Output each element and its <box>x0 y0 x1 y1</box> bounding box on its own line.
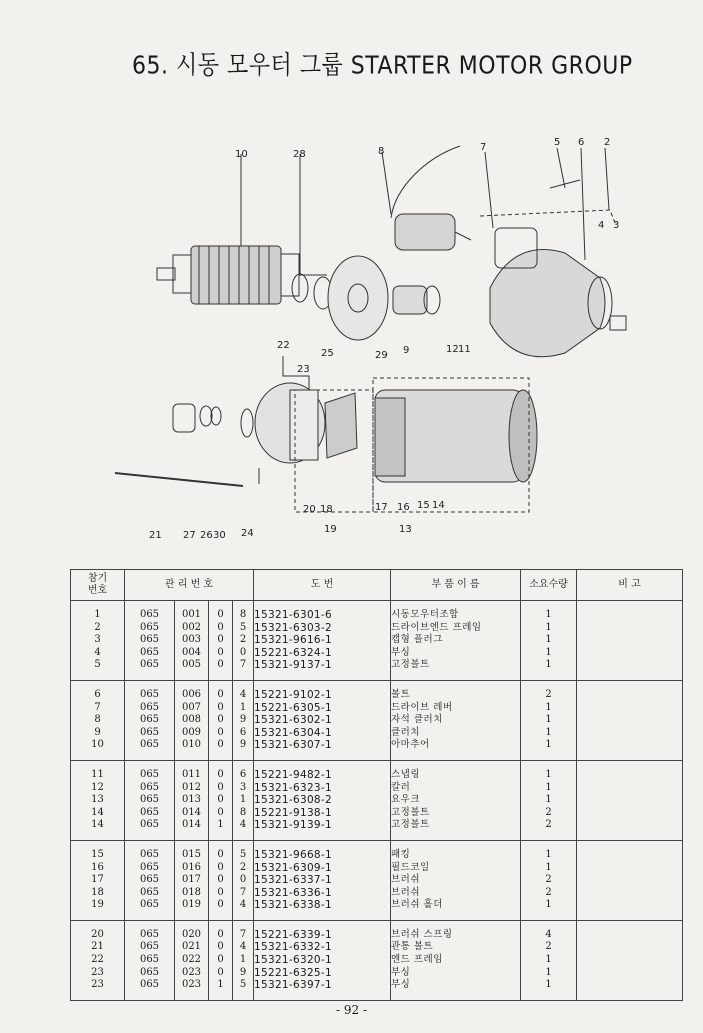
callout-10: 10 <box>235 149 248 160</box>
callout-3: 3 <box>613 220 620 231</box>
code-d-cell: 2 <box>233 634 254 647</box>
part-no-cell: 15321-6309-1 <box>254 862 391 875</box>
part-name-cell: 칼러 <box>391 782 521 795</box>
callout-21: 21 <box>149 530 162 541</box>
callout-4: 4 <box>598 220 605 231</box>
qty-cell: 1 <box>521 954 577 967</box>
remark-cell <box>577 887 683 900</box>
code-d-cell: 7 <box>233 887 254 900</box>
code-c-cell: 0 <box>209 622 233 635</box>
code-d-cell: 2 <box>233 862 254 875</box>
code-c-cell: 0 <box>209 680 233 701</box>
qty-cell: 1 <box>521 899 577 920</box>
part-no-cell: 15321-6302-1 <box>254 714 391 727</box>
table-row <box>71 874 683 887</box>
remark-cell <box>577 647 683 660</box>
remark-cell <box>577 967 683 980</box>
callout-20: 20 <box>303 504 316 515</box>
part-no-cell: 15221-6339-1 <box>254 920 391 941</box>
ref-cell: 9 <box>71 727 125 740</box>
qty-cell: 1 <box>521 862 577 875</box>
ref-cell: 23 <box>71 979 125 1000</box>
qty-cell: 1 <box>521 840 577 861</box>
part-name-cell: 부싱 <box>391 979 521 1000</box>
qty-cell: 1 <box>521 727 577 740</box>
table-row <box>71 979 683 1000</box>
callout-2: 2 <box>604 137 611 148</box>
code-a-cell: 065 <box>125 727 175 740</box>
callout-30: 30 <box>213 530 226 541</box>
part-name-cell: 드라이브엔드 프레임 <box>391 622 521 635</box>
page-title: 65. 시동 모우터 그룹 STARTER MOTOR GROUP <box>132 51 633 81</box>
table-row <box>71 967 683 980</box>
code-b-cell: 019 <box>175 899 209 920</box>
code-c-cell: 0 <box>209 840 233 861</box>
callout-9: 9 <box>403 345 410 356</box>
code-d-cell: 0 <box>233 647 254 660</box>
code-c-cell: 0 <box>209 941 233 954</box>
callout-23: 23 <box>297 364 310 375</box>
qty-cell: 1 <box>521 782 577 795</box>
part-no-cell: 15221-9482-1 <box>254 760 391 781</box>
header-part-name: 부 품 이 름 <box>391 570 521 601</box>
callout-14: 14 <box>432 500 445 511</box>
header-control-no: 관 리 번 호 <box>125 570 254 601</box>
code-d-cell: 8 <box>233 807 254 820</box>
table-row <box>71 647 683 660</box>
part-name-cell: 요우크 <box>391 794 521 807</box>
part-name-cell: 고정볼트 <box>391 807 521 820</box>
part-no-cell: 15321-6332-1 <box>254 941 391 954</box>
remark-cell <box>577 840 683 861</box>
part-no-cell: 15221-9102-1 <box>254 680 391 701</box>
code-b-cell: 001 <box>175 601 209 622</box>
remark-cell <box>577 899 683 920</box>
code-b-cell: 020 <box>175 920 209 941</box>
code-d-cell: 7 <box>233 920 254 941</box>
part-name-cell: 필드코일 <box>391 862 521 875</box>
parts-table <box>70 569 683 1001</box>
ref-cell: 14 <box>71 807 125 820</box>
code-c-cell: 0 <box>209 887 233 900</box>
table-row <box>71 899 683 920</box>
ref-cell: 18 <box>71 887 125 900</box>
part-name-cell: 아마추어 <box>391 739 521 760</box>
code-c-cell: 0 <box>209 782 233 795</box>
ref-cell: 7 <box>71 702 125 715</box>
callout-26: 26 <box>200 530 213 541</box>
ref-cell: 5 <box>71 659 125 680</box>
code-d-cell: 9 <box>233 739 254 760</box>
table-row <box>71 659 683 680</box>
code-a-cell: 065 <box>125 647 175 660</box>
table-row <box>71 840 683 861</box>
table-row <box>71 760 683 781</box>
callout-25: 25 <box>321 348 334 359</box>
qty-cell: 1 <box>521 979 577 1000</box>
part-no-cell: 15321-6301-6 <box>254 601 391 622</box>
code-d-cell: 8 <box>233 601 254 622</box>
table-row <box>71 601 683 622</box>
code-a-cell: 065 <box>125 899 175 920</box>
code-c-cell: 0 <box>209 807 233 820</box>
ref-cell: 3 <box>71 634 125 647</box>
remark-cell <box>577 862 683 875</box>
part-no-cell: 15321-6307-1 <box>254 739 391 760</box>
code-d-cell: 6 <box>233 760 254 781</box>
qty-cell: 2 <box>521 680 577 701</box>
remark-cell <box>577 622 683 635</box>
callout-16: 16 <box>397 502 410 513</box>
qty-cell: 2 <box>521 819 577 840</box>
remark-cell <box>577 979 683 1000</box>
table-row <box>71 702 683 715</box>
part-name-cell: 볼트 <box>391 680 521 701</box>
code-c-cell: 1 <box>209 979 233 1000</box>
code-c-cell: 0 <box>209 727 233 740</box>
table-row <box>71 739 683 760</box>
code-a-cell: 065 <box>125 941 175 954</box>
part-name-cell: 브러쉬 스프링 <box>391 920 521 941</box>
code-a-cell: 065 <box>125 794 175 807</box>
code-d-cell: 4 <box>233 899 254 920</box>
ref-cell: 12 <box>71 782 125 795</box>
table-row <box>71 622 683 635</box>
table-row <box>71 807 683 820</box>
code-a-cell: 065 <box>125 601 175 622</box>
ref-cell: 8 <box>71 714 125 727</box>
part-name-cell: 엔드 프레임 <box>391 954 521 967</box>
callout-8: 8 <box>378 146 385 157</box>
code-d-cell: 9 <box>233 714 254 727</box>
part-name-cell: 시동모우터조합 <box>391 601 521 622</box>
qty-cell: 1 <box>521 647 577 660</box>
part-name-cell: 자석 클러치 <box>391 714 521 727</box>
ref-cell: 14 <box>71 819 125 840</box>
part-no-cell: 15321-9137-1 <box>254 659 391 680</box>
part-name-cell: 브러쉬 <box>391 887 521 900</box>
callout-11: 11 <box>458 344 471 355</box>
armature-part <box>157 246 327 304</box>
part-no-cell: 15321-6397-1 <box>254 979 391 1000</box>
table-row <box>71 819 683 840</box>
exploded-view-diagram <box>95 128 655 548</box>
qty-cell: 1 <box>521 634 577 647</box>
code-c-cell: 0 <box>209 874 233 887</box>
remark-cell <box>577 739 683 760</box>
code-c-cell: 0 <box>209 920 233 941</box>
part-no-cell: 15221-6324-1 <box>254 647 391 660</box>
remark-cell <box>577 874 683 887</box>
code-b-cell: 007 <box>175 702 209 715</box>
callout-17: 17 <box>375 502 388 513</box>
remark-cell <box>577 782 683 795</box>
ref-cell: 13 <box>71 794 125 807</box>
code-c-cell: 1 <box>209 819 233 840</box>
code-c-cell: 0 <box>209 659 233 680</box>
page-number: - 92 - <box>335 1003 367 1017</box>
part-no-cell: 15321-6304-1 <box>254 727 391 740</box>
code-d-cell: 3 <box>233 782 254 795</box>
qty-cell: 1 <box>521 967 577 980</box>
table-row <box>71 941 683 954</box>
callout-19: 19 <box>324 524 337 535</box>
code-a-cell: 065 <box>125 807 175 820</box>
ref-cell: 16 <box>71 862 125 875</box>
code-c-cell: 0 <box>209 954 233 967</box>
part-no-cell: 15321-9139-1 <box>254 819 391 840</box>
code-a-cell: 065 <box>125 680 175 701</box>
ref-cell: 4 <box>71 647 125 660</box>
remark-cell <box>577 714 683 727</box>
code-b-cell: 015 <box>175 840 209 861</box>
qty-cell: 2 <box>521 807 577 820</box>
part-name-cell: 캡형 플러그 <box>391 634 521 647</box>
table-row <box>71 862 683 875</box>
callout-18: 18 <box>320 504 333 515</box>
part-name-cell: 고정볼트 <box>391 819 521 840</box>
code-d-cell: 4 <box>233 819 254 840</box>
remark-cell <box>577 760 683 781</box>
remark-cell <box>577 954 683 967</box>
part-no-cell: 15321-6323-1 <box>254 782 391 795</box>
code-a-cell: 065 <box>125 979 175 1000</box>
qty-cell: 1 <box>521 739 577 760</box>
part-name-cell: 부싱 <box>391 967 521 980</box>
ref-cell: 17 <box>71 874 125 887</box>
qty-cell: 1 <box>521 702 577 715</box>
remark-cell <box>577 702 683 715</box>
callout-22: 22 <box>277 340 290 351</box>
code-a-cell: 065 <box>125 862 175 875</box>
table-row <box>71 954 683 967</box>
code-a-cell: 065 <box>125 819 175 840</box>
code-b-cell: 017 <box>175 874 209 887</box>
qty-cell: 1 <box>521 659 577 680</box>
table-row <box>71 920 683 941</box>
code-c-cell: 0 <box>209 794 233 807</box>
ref-cell: 22 <box>71 954 125 967</box>
qty-cell: 2 <box>521 941 577 954</box>
part-name-cell: 드라이브 레버 <box>391 702 521 715</box>
code-a-cell: 065 <box>125 920 175 941</box>
code-a-cell: 065 <box>125 782 175 795</box>
code-c-cell: 0 <box>209 899 233 920</box>
header-part-no: 도 번 <box>254 570 391 601</box>
code-a-cell: 065 <box>125 634 175 647</box>
code-c-cell: 0 <box>209 739 233 760</box>
table-row <box>71 887 683 900</box>
remark-cell <box>577 941 683 954</box>
code-b-cell: 010 <box>175 739 209 760</box>
remark-cell <box>577 634 683 647</box>
qty-cell: 1 <box>521 794 577 807</box>
callout-5: 5 <box>554 137 561 148</box>
part-no-cell: 15321-9616-1 <box>254 634 391 647</box>
header-qty: 소요수량 <box>521 570 577 601</box>
code-b-cell: 005 <box>175 659 209 680</box>
callout-6: 6 <box>578 137 585 148</box>
part-name-cell: 부싱 <box>391 647 521 660</box>
part-no-cell: 15321-9668-1 <box>254 840 391 861</box>
code-c-cell: 0 <box>209 702 233 715</box>
code-d-cell: 0 <box>233 874 254 887</box>
code-c-cell: 0 <box>209 760 233 781</box>
code-a-cell: 065 <box>125 760 175 781</box>
remark-cell <box>577 601 683 622</box>
callout-27: 27 <box>183 530 196 541</box>
ref-cell: 1 <box>71 601 125 622</box>
code-b-cell: 018 <box>175 887 209 900</box>
header-remark: 비 고 <box>577 570 683 601</box>
table-row <box>71 782 683 795</box>
part-name-cell: 관통 볼트 <box>391 941 521 954</box>
code-d-cell: 1 <box>233 954 254 967</box>
part-name-cell: 패킹 <box>391 840 521 861</box>
code-b-cell: 011 <box>175 760 209 781</box>
ref-cell: 2 <box>71 622 125 635</box>
code-d-cell: 6 <box>233 727 254 740</box>
code-c-cell: 0 <box>209 647 233 660</box>
remark-cell <box>577 794 683 807</box>
code-d-cell: 7 <box>233 659 254 680</box>
code-d-cell: 1 <box>233 702 254 715</box>
callout-13: 13 <box>399 524 412 535</box>
code-b-cell: 012 <box>175 782 209 795</box>
qty-cell: 1 <box>521 622 577 635</box>
part-no-cell: 15321-6320-1 <box>254 954 391 967</box>
code-d-cell: 5 <box>233 622 254 635</box>
ref-cell: 19 <box>71 899 125 920</box>
code-b-cell: 022 <box>175 954 209 967</box>
code-b-cell: 021 <box>175 941 209 954</box>
callout-12: 12 <box>446 344 459 355</box>
part-no-cell: 15321-6308-2 <box>254 794 391 807</box>
part-no-cell: 15321-6337-1 <box>254 874 391 887</box>
ref-cell: 6 <box>71 680 125 701</box>
code-a-cell: 065 <box>125 622 175 635</box>
code-c-cell: 0 <box>209 714 233 727</box>
table-row <box>71 714 683 727</box>
ref-cell: 20 <box>71 920 125 941</box>
code-b-cell: 014 <box>175 807 209 820</box>
remark-cell <box>577 920 683 941</box>
code-a-cell: 065 <box>125 702 175 715</box>
part-no-cell: 15221-6325-1 <box>254 967 391 980</box>
code-d-cell: 5 <box>233 840 254 861</box>
part-name-cell: 브러쉬 홀더 <box>391 899 521 920</box>
table-row <box>71 680 683 701</box>
callout-28: 28 <box>293 149 306 160</box>
remark-cell <box>577 680 683 701</box>
part-name-cell: 스냅링 <box>391 760 521 781</box>
part-no-cell: 15321-6303-2 <box>254 622 391 635</box>
part-name-cell: 브러쉬 <box>391 874 521 887</box>
code-b-cell: 008 <box>175 714 209 727</box>
code-a-cell: 065 <box>125 739 175 760</box>
table-row <box>71 634 683 647</box>
remark-cell <box>577 659 683 680</box>
remark-cell <box>577 727 683 740</box>
table-row <box>71 794 683 807</box>
code-b-cell: 016 <box>175 862 209 875</box>
part-no-cell: 15221-9138-1 <box>254 807 391 820</box>
code-b-cell: 014 <box>175 819 209 840</box>
part-no-cell: 15221-6305-1 <box>254 702 391 715</box>
code-a-cell: 065 <box>125 967 175 980</box>
header-ref-no: 참기 번호 <box>71 570 125 601</box>
code-b-cell: 006 <box>175 680 209 701</box>
code-a-cell: 065 <box>125 659 175 680</box>
code-d-cell: 9 <box>233 967 254 980</box>
qty-cell: 1 <box>521 601 577 622</box>
part-no-cell: 15321-6338-1 <box>254 899 391 920</box>
code-a-cell: 065 <box>125 714 175 727</box>
part-name-cell: 클러치 <box>391 727 521 740</box>
table-row <box>71 727 683 740</box>
callout-29: 29 <box>375 350 388 361</box>
ref-cell: 21 <box>71 941 125 954</box>
code-c-cell: 0 <box>209 967 233 980</box>
code-a-cell: 065 <box>125 954 175 967</box>
code-a-cell: 065 <box>125 874 175 887</box>
remark-cell <box>577 819 683 840</box>
qty-cell: 2 <box>521 874 577 887</box>
code-b-cell: 003 <box>175 634 209 647</box>
code-a-cell: 065 <box>125 840 175 861</box>
ref-cell: 23 <box>71 967 125 980</box>
part-no-cell: 15321-6336-1 <box>254 887 391 900</box>
remark-cell <box>577 807 683 820</box>
callout-7: 7 <box>480 142 487 153</box>
code-b-cell: 009 <box>175 727 209 740</box>
code-b-cell: 002 <box>175 622 209 635</box>
code-c-cell: 0 <box>209 634 233 647</box>
part-name-cell: 고정볼트 <box>391 659 521 680</box>
code-d-cell: 4 <box>233 680 254 701</box>
qty-cell: 1 <box>521 760 577 781</box>
table-header <box>71 570 683 601</box>
code-b-cell: 013 <box>175 794 209 807</box>
code-c-cell: 0 <box>209 601 233 622</box>
code-a-cell: 065 <box>125 887 175 900</box>
callout-24: 24 <box>241 528 254 539</box>
code-d-cell: 5 <box>233 979 254 1000</box>
ref-cell: 15 <box>71 840 125 861</box>
code-d-cell: 4 <box>233 941 254 954</box>
code-c-cell: 0 <box>209 862 233 875</box>
code-b-cell: 023 <box>175 967 209 980</box>
code-d-cell: 1 <box>233 794 254 807</box>
qty-cell: 2 <box>521 887 577 900</box>
code-b-cell: 004 <box>175 647 209 660</box>
ref-cell: 11 <box>71 760 125 781</box>
callout-15: 15 <box>417 500 430 511</box>
code-b-cell: 023 <box>175 979 209 1000</box>
ref-cell: 10 <box>71 739 125 760</box>
qty-cell: 1 <box>521 714 577 727</box>
qty-cell: 4 <box>521 920 577 941</box>
